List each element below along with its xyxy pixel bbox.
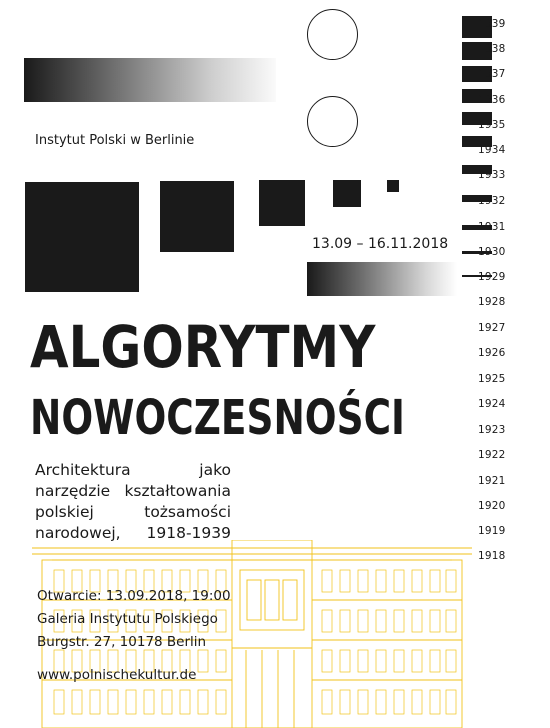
year-1929: 1929 — [478, 271, 506, 283]
website-link[interactable]: www.polnischekultur.de — [37, 667, 197, 683]
year-1932: 1932 — [478, 195, 506, 207]
subtitle — [35, 460, 231, 544]
title-line-1: ALGORYTMY — [30, 313, 376, 381]
year-1934: 1934 — [478, 144, 506, 156]
square-xs — [387, 180, 399, 192]
year-1927: 1927 — [478, 322, 506, 334]
opening-info: Otwarcie: 13.09.2018, 19:00 — [37, 588, 231, 604]
year-1923: 1923 — [478, 424, 506, 436]
year-1938: 1938 — [478, 43, 506, 55]
square-l — [160, 181, 234, 252]
year-1936: 1936 — [478, 94, 506, 106]
exhibition-dates: 13.09 – 16.11.2018 — [312, 236, 449, 252]
subtitle-line: narzędzie kształtowania — [35, 482, 231, 500]
gradient-bar-bottom — [307, 262, 457, 296]
year-1918: 1918 — [478, 550, 506, 562]
year-1928: 1928 — [478, 296, 506, 308]
venue-name: Galeria Instytutu Polskiego — [37, 611, 218, 627]
square-xl — [25, 182, 139, 292]
institute-name: Instytut Polski w Berlinie — [35, 133, 195, 148]
title-line-2: NOWOCZESNOŚCI — [30, 390, 405, 446]
year-1925: 1925 — [478, 373, 506, 385]
year-1919: 1919 — [478, 525, 506, 537]
subtitle-line: polskiej tożsamości — [35, 503, 231, 521]
year-1926: 1926 — [478, 347, 506, 359]
gradient-bar-top — [24, 58, 276, 102]
year-1922: 1922 — [478, 449, 506, 461]
year-1921: 1921 — [478, 475, 506, 487]
year-1920: 1920 — [478, 500, 506, 512]
square-s — [333, 180, 361, 207]
subtitle-line: narodowej, 1918-1939 — [35, 524, 231, 542]
year-1931: 1931 — [478, 221, 506, 233]
year-1937: 1937 — [478, 68, 506, 80]
year-1930: 1930 — [478, 246, 506, 258]
year-1933: 1933 — [478, 169, 506, 181]
year-1939: 1939 — [478, 18, 506, 30]
year-1935: 1935 — [478, 119, 506, 131]
subtitle-line: Architektura jako — [35, 461, 231, 479]
venue-address: Burgstr. 27, 10178 Berlin — [37, 634, 207, 650]
square-m — [259, 180, 305, 226]
circle-top — [307, 9, 358, 60]
year-1924: 1924 — [478, 398, 506, 410]
circle-middle — [307, 96, 358, 147]
